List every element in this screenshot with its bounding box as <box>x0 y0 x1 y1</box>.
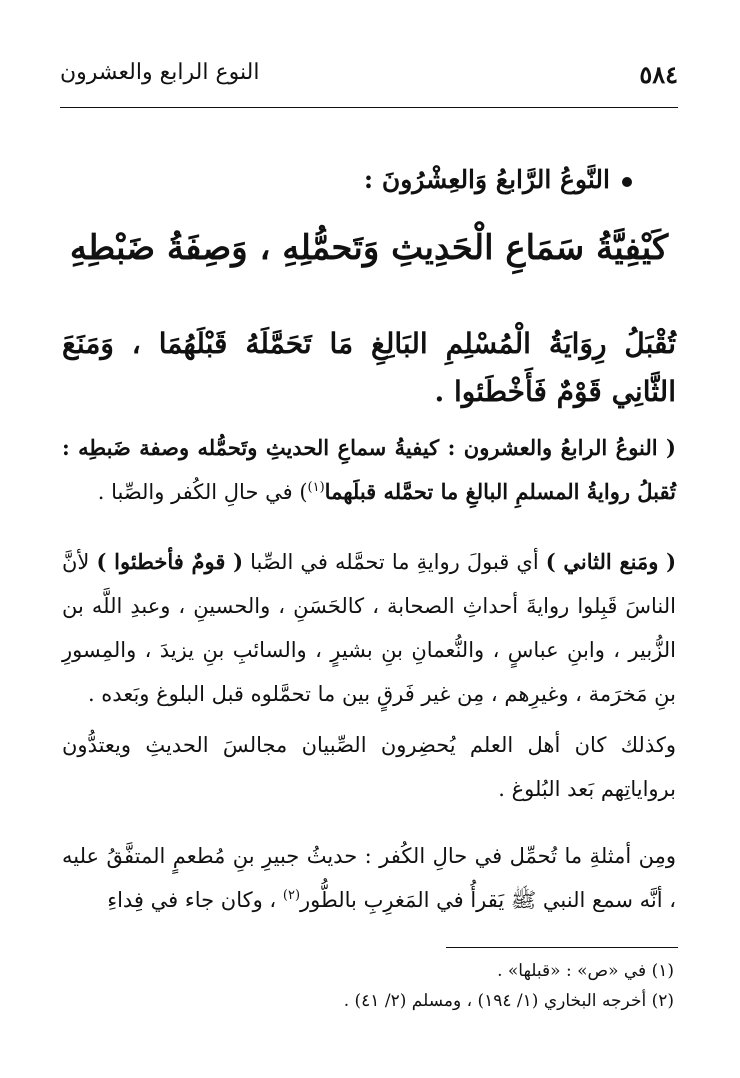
quoted-matn-2a: ( ومَنع الثاني ) <box>545 549 677 574</box>
quoted-matn-2b: ( قومٌ فأخطئوا ) <box>96 549 244 574</box>
paragraph-4-text-1: ومِن أمثلةِ ما تُحمِّل في حالِ الكُفر : حديثُ جبيرِ بنِ مُطعمٍ المتفَّقُ عليه ، أنَّه سمع النبي ﷺ يَقرأُ في المَغرِبِ بالطُّور <box>62 844 676 912</box>
bullet-icon <box>622 177 632 187</box>
paragraph-2-mid: أي قبولَ روايةِ ما تحمَّله في الصِّبا <box>243 550 546 574</box>
section-label <box>364 165 632 194</box>
page-number: ٥٨٤ <box>639 60 678 89</box>
running-header <box>60 58 678 98</box>
commentary-paragraph-1 <box>62 426 676 514</box>
footnote-1: (١) في «ص» : «قبلها» . <box>497 961 674 981</box>
quoted-matn: ( النوعُ الرابعُ والعشرون : كيفيةُ سماعِ الحديثِ وتَحمُّله وصفة ضَبطِه : تُقبلُ روايةُ المسلمِ البالغِ ما تحمَّله قبلَهما <box>62 435 676 504</box>
commentary-paragraph-2 <box>62 540 676 716</box>
commentary-paragraph-4 <box>62 834 676 922</box>
running-chapter-title: النوع الرابع والعشرون <box>60 60 260 85</box>
footnotes <box>60 956 674 1016</box>
section-title: كَيْفِيَّةُ سَمَاعِ الْحَدِيثِ وَتَحمُّلِهِ ، وَصِفَةُ ضَبْطِهِ <box>69 228 669 268</box>
commentary-paragraph-3: وكذلك كان أهل العلم يُحضِرون الصِّبيان مجالسَ الحديثِ ويعتدُّون برواياتِهم بَعد البُلوغ . <box>62 733 676 801</box>
footnote-divider <box>446 947 678 948</box>
footnote-ref-2[interactable]: (٢) <box>282 888 301 903</box>
paragraph-2-rest: لأنَّ الناسَ قَبِلوا روايةَ أحداثِ الصحابة ، كالحَسَنِ ، والحسينِ ، وعبدِ اللَّه بن الزُّبير ، وابنِ عباسٍ ، والنُّعمانِ بنِ بشيرٍ ، والسائبِ بنِ يزيدَ ، والمِسورِ بنِ مَخرَمة ، وغيرِهم ، مِن غير فَرقٍ بين ما تحمَّلوه قبل البلوغ وبَعده . <box>62 550 676 706</box>
paragraph-4-text-2: ، وكان جاء في فِداءِ <box>107 888 283 912</box>
section-label-text: النَّوعُ الرَّابعُ وَالعِشْرُونَ : <box>363 165 610 194</box>
header-divider <box>60 107 678 108</box>
matn-text: تُقْبَلُ رِوَايَةُ الْمُسْلِمِ البَالِغِ مَا تَحَمَّلَهُ قَبْلَهُمَا ، وَمَنَعَ الثَّانِي قَوْمٌ فَأَخْطَئوا . <box>62 327 676 408</box>
footnote-2: (٢) أخرجه البخاري (١/ ١٩٤) ، ومسلم (٢/ ٤١) . <box>343 991 674 1011</box>
paragraph-1-rest: ) في حالِ الكُفر والصِّبا . <box>97 480 308 504</box>
footnote-ref-1[interactable]: (١) <box>307 480 325 495</box>
